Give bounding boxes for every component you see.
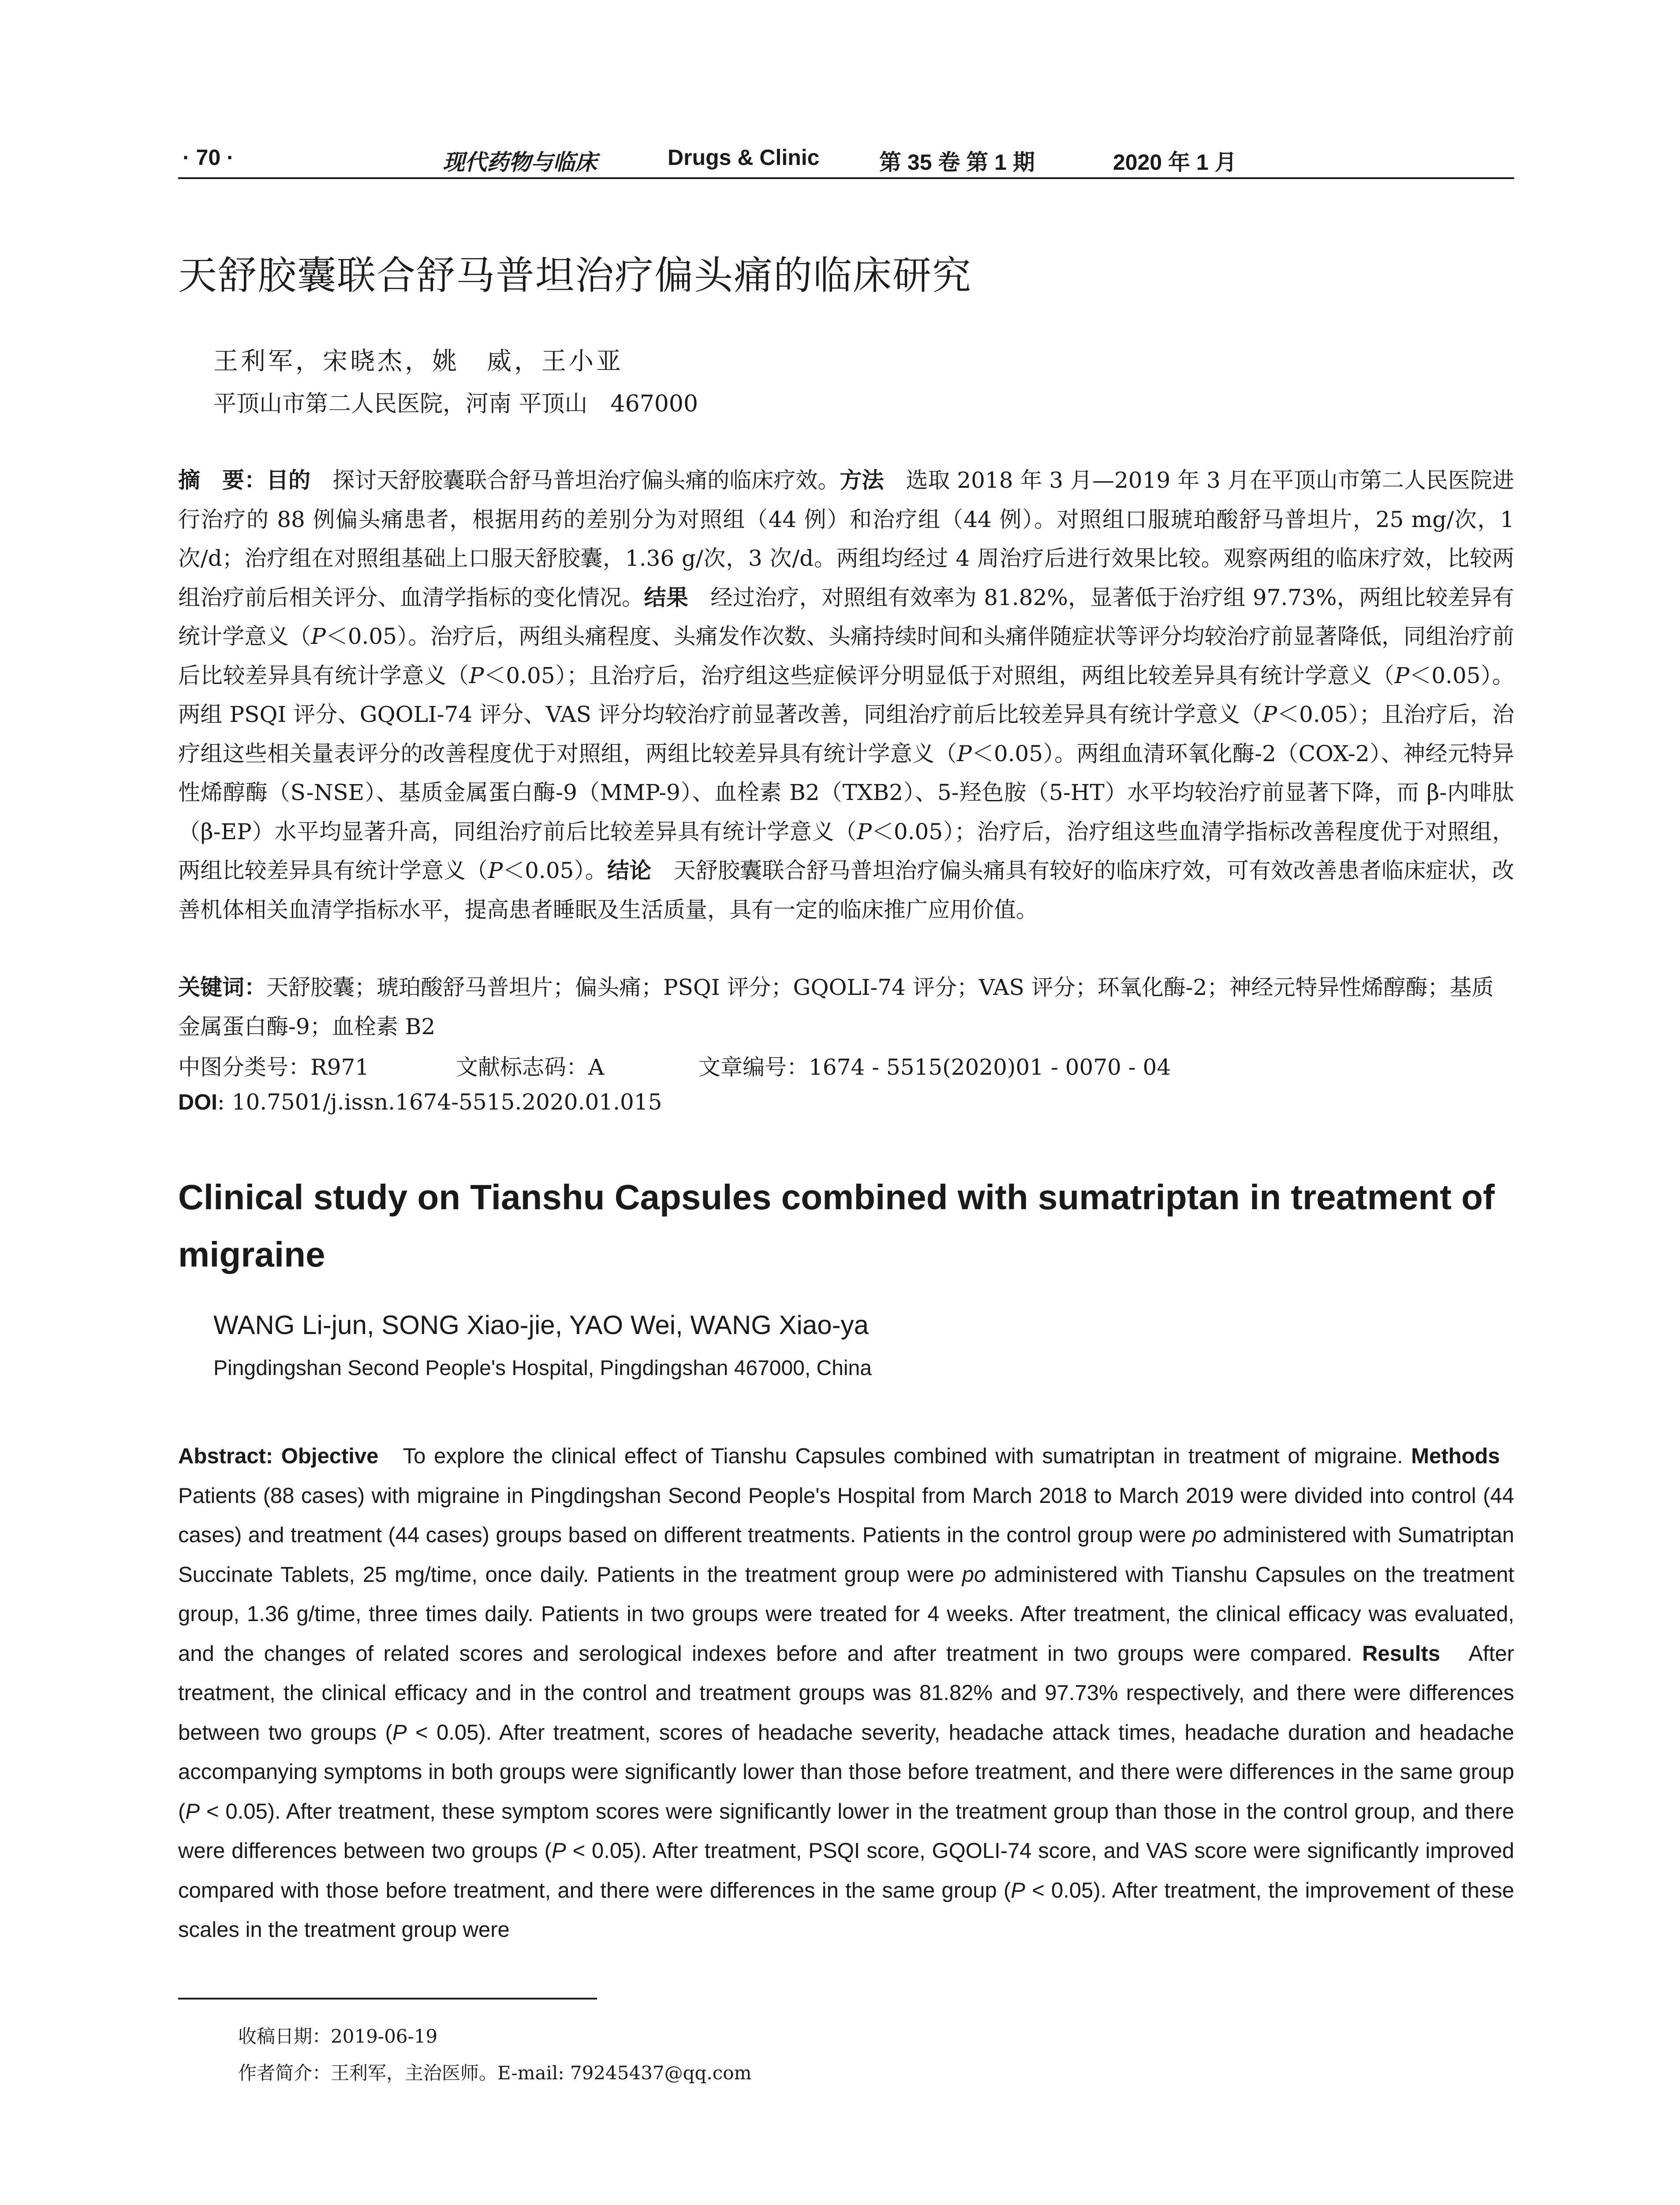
doc-code: 文献标志码：A (456, 1054, 605, 1080)
cn-objective-text: 探讨天舒胶囊联合舒马普坦治疗偏头痛的临床疗效。 (310, 467, 840, 493)
cn-keywords-label: 关键词： (178, 975, 266, 1000)
doi-line (178, 1089, 662, 1115)
doi-label: DOI (178, 1090, 217, 1114)
p-symbol: P (488, 858, 503, 883)
volume-issue: 第 35 卷 第 1 期 (879, 150, 1035, 175)
journal-name-en: Drugs & Clinic (668, 145, 820, 170)
cn-results-text: 经过治疗，对照组有效率为 81.82%，显著低于治疗组 97.73%，两组比较差异有统计学意义（ (178, 584, 1515, 649)
en-abstract (178, 1437, 1514, 1950)
cn-results-text: ＜0.05）；治疗后，治疗组这些血清学指标改善程度优于对照组，两组比较差异具有统计学意义（ (178, 818, 1515, 883)
cn-affiliation: 平顶山市第二人民医院，河南 平顶山 467000 (213, 391, 698, 417)
en-results-text: < 0.05). After treatment, scores of headache severity, headache attack times, headache duration and headache accompanying symptoms in both groups were significantly lower than those before treatment, and there were differences in the same group ( (178, 1720, 1514, 1824)
en-methods-text: administered with Tianshu Capsules on the treatment group, 1.36 g/time, three times daily. Patients in two groups were treated for 4 weeks. After treatment, the clinical efficacy was evaluated, and the changes of related scores and serological indexes before and after treatment in two groups were compared. (178, 1562, 1514, 1666)
po-term: po (1192, 1523, 1217, 1547)
cn-methods-text: 选取 2018 年 3 月—2019 年 3 月在平顶山市第二人民医院进行治疗的 88 例偏头痛患者，根据用药的差别分为对照组（44 例）和治疗组（44 例）。对照组口服琥珀酸舒马普坦片，25 mg/次，1 次/d；治疗组在对照组基础上口服天舒胶囊，1.36 g/次，3 次/d。两组均经过 4 周治疗后进行效果比较。观察两组的临床疗效，比较两组治疗前后相关评分、血清学指标的变化情况。 (178, 467, 1515, 610)
article-number: 文章编号：1674 - 5515(2020)01 - 0070 - 04 (698, 1054, 1171, 1080)
cn-results-text: ＜0.05）。两组 PSQI 评分、GQOLI-74 评分、VAS 评分均较治疗前显著改善，同组治疗前后比较差异具有统计学意义（ (178, 662, 1515, 727)
cn-methods-label: 方法 (840, 468, 884, 493)
en-objective-text: To explore the clinical effect of Tianshu Capsules combined with sumatriptan in treatment of migraine. (403, 1444, 1403, 1468)
p-symbol: P (1262, 702, 1277, 727)
p-symbol: P (551, 1839, 566, 1863)
cn-results-text: ＜0.05）。治疗后，两组头痛程度、头痛发作次数、头痛持续时间和头痛伴随症状等评分均较治疗前显著降低，同组治疗前后比较差异具有统计学意义（ (178, 624, 1515, 688)
header-rule (178, 177, 1514, 179)
received-date: 收稿日期：2019-06-19 (238, 2026, 438, 2047)
footnote-rule (178, 1998, 597, 1999)
cn-conclusion-label: 结论 (607, 858, 652, 883)
p-symbol: P (957, 740, 972, 766)
en-methods-text: Patients (88 cases) with migraine in Pingdingshan Second People's Hospital from March 2018 to March 2019 were divided into control (44 cases) and treatment (44 cases) groups based on different treatments. Patients in the control group were (178, 1484, 1514, 1547)
p-symbol: P (185, 1799, 200, 1824)
p-symbol: P (392, 1720, 407, 1745)
p-symbol: P (1394, 662, 1410, 688)
cn-objective-label: 目的 (266, 468, 311, 493)
en-objective-label: Objective (281, 1444, 379, 1468)
en-authors: WANG Li-jun, SONG Xiao-jie, YAO Wei, WANG Xiao-ya (213, 1310, 869, 1340)
running-header (178, 140, 1514, 176)
en-results-text: After treatment, the clinical efficacy and in the control and treatment groups was 81.82% and 97.73% respectively, and there were differences between two groups ( (178, 1641, 1514, 1745)
cn-keywords (178, 968, 1514, 1046)
en-abstract-label: Abstract: (178, 1444, 273, 1468)
cn-conclusion-text: 天舒胶囊联合舒马普坦治疗偏头痛具有较好的临床疗效，可有效改善患者临床症状，改善机体相关血清学指标水平，提高患者睡眠及生活质量，具有一定的临床推广应用价值。 (178, 858, 1515, 923)
en-results-label: Results (1362, 1641, 1441, 1666)
p-symbol: P (857, 818, 872, 845)
p-symbol: P (1011, 1878, 1025, 1902)
doi-value: : 10.7501/j.issn.1674-5515.2020.01.015 (217, 1089, 662, 1115)
page-number: · 70 · (183, 145, 234, 170)
cn-abstract (178, 461, 1514, 929)
cn-title: 天舒胶囊联合舒马普坦治疗偏头痛的临床研究 (178, 253, 972, 298)
p-symbol: P (469, 662, 484, 688)
cn-results-text: ＜0.05）。 (503, 858, 607, 883)
issue-date: 2020 年 1 月 (1113, 150, 1237, 175)
po-term: po (962, 1562, 986, 1587)
en-results-text: < 0.05). After treatment, PSQI score, GQOLI-74 score, and VAS score were significantly improved compared with those before treatment, and there were differences in the same group ( (178, 1839, 1514, 1902)
en-methods-label: Methods (1411, 1444, 1500, 1468)
journal-name-cn: 现代药物与临床 (443, 150, 597, 175)
cn-authors: 王利军，宋晓杰，姚 威，王小亚 (213, 347, 623, 376)
en-affiliation: Pingdingshan Second People's Hospital, Pingdingshan 467000, China (213, 1357, 872, 1380)
cn-abstract-label: 摘 要： (178, 468, 267, 493)
en-results-text: < 0.05). After treatment, the improvement of these scales in the treatment group were (178, 1878, 1514, 1942)
en-methods-text: administered with Sumatriptan Succinate Tablets, 25 mg/time, once daily. Patients in the treatment group were (178, 1523, 1514, 1587)
cn-results-label: 结果 (644, 585, 689, 610)
cn-results-text: ＜0.05）；且治疗后，治疗组这些相关量表评分的改善程度优于对照组，两组比较差异具有统计学意义（ (178, 702, 1515, 766)
en-title: Clinical study on Tianshu Capsules combined with sumatriptan in treatment of migraine (178, 1177, 1495, 1274)
en-results-text: < 0.05). After treatment, these symptom scores were significantly lower in the treatment group than those in the control group, and there were differences between two groups ( (178, 1799, 1514, 1863)
class-number: 中图分类号：R971 (178, 1054, 370, 1080)
cn-results-text: ＜0.05）；且治疗后，治疗组这些症候评分明显低于对照组，两组比较差异具有统计学意义（ (484, 662, 1395, 688)
p-symbol: P (311, 624, 326, 649)
cn-results-text: ＜0.05）。两组血清环氧化酶-2（COX-2）、神经元特异性烯醇酶（S-NSE）、基质金属蛋白酶-9（MMP-9）、血栓素 B2（TXB2）、5-羟色胺（5-HT）水平均较治疗前显著下降，而 β-内啡肽（β-EP）水平均显著升高，同组治疗前后比较差异具有统计学意义（ (178, 740, 1514, 845)
cn-classification (178, 1050, 1514, 1088)
author-intro: 作者简介：王利军，主治医师。E-mail: 79245437@qq.com (238, 2062, 752, 2084)
cn-keywords-text: 天舒胶囊；琥珀酸舒马普坦片；偏头痛；PSQI 评分；GQOLI-74 评分；VAS 评分；环氧化酶-2；神经元特异性烯醇酶；基质金属蛋白酶-9；血栓素 B2 (178, 975, 1494, 1039)
